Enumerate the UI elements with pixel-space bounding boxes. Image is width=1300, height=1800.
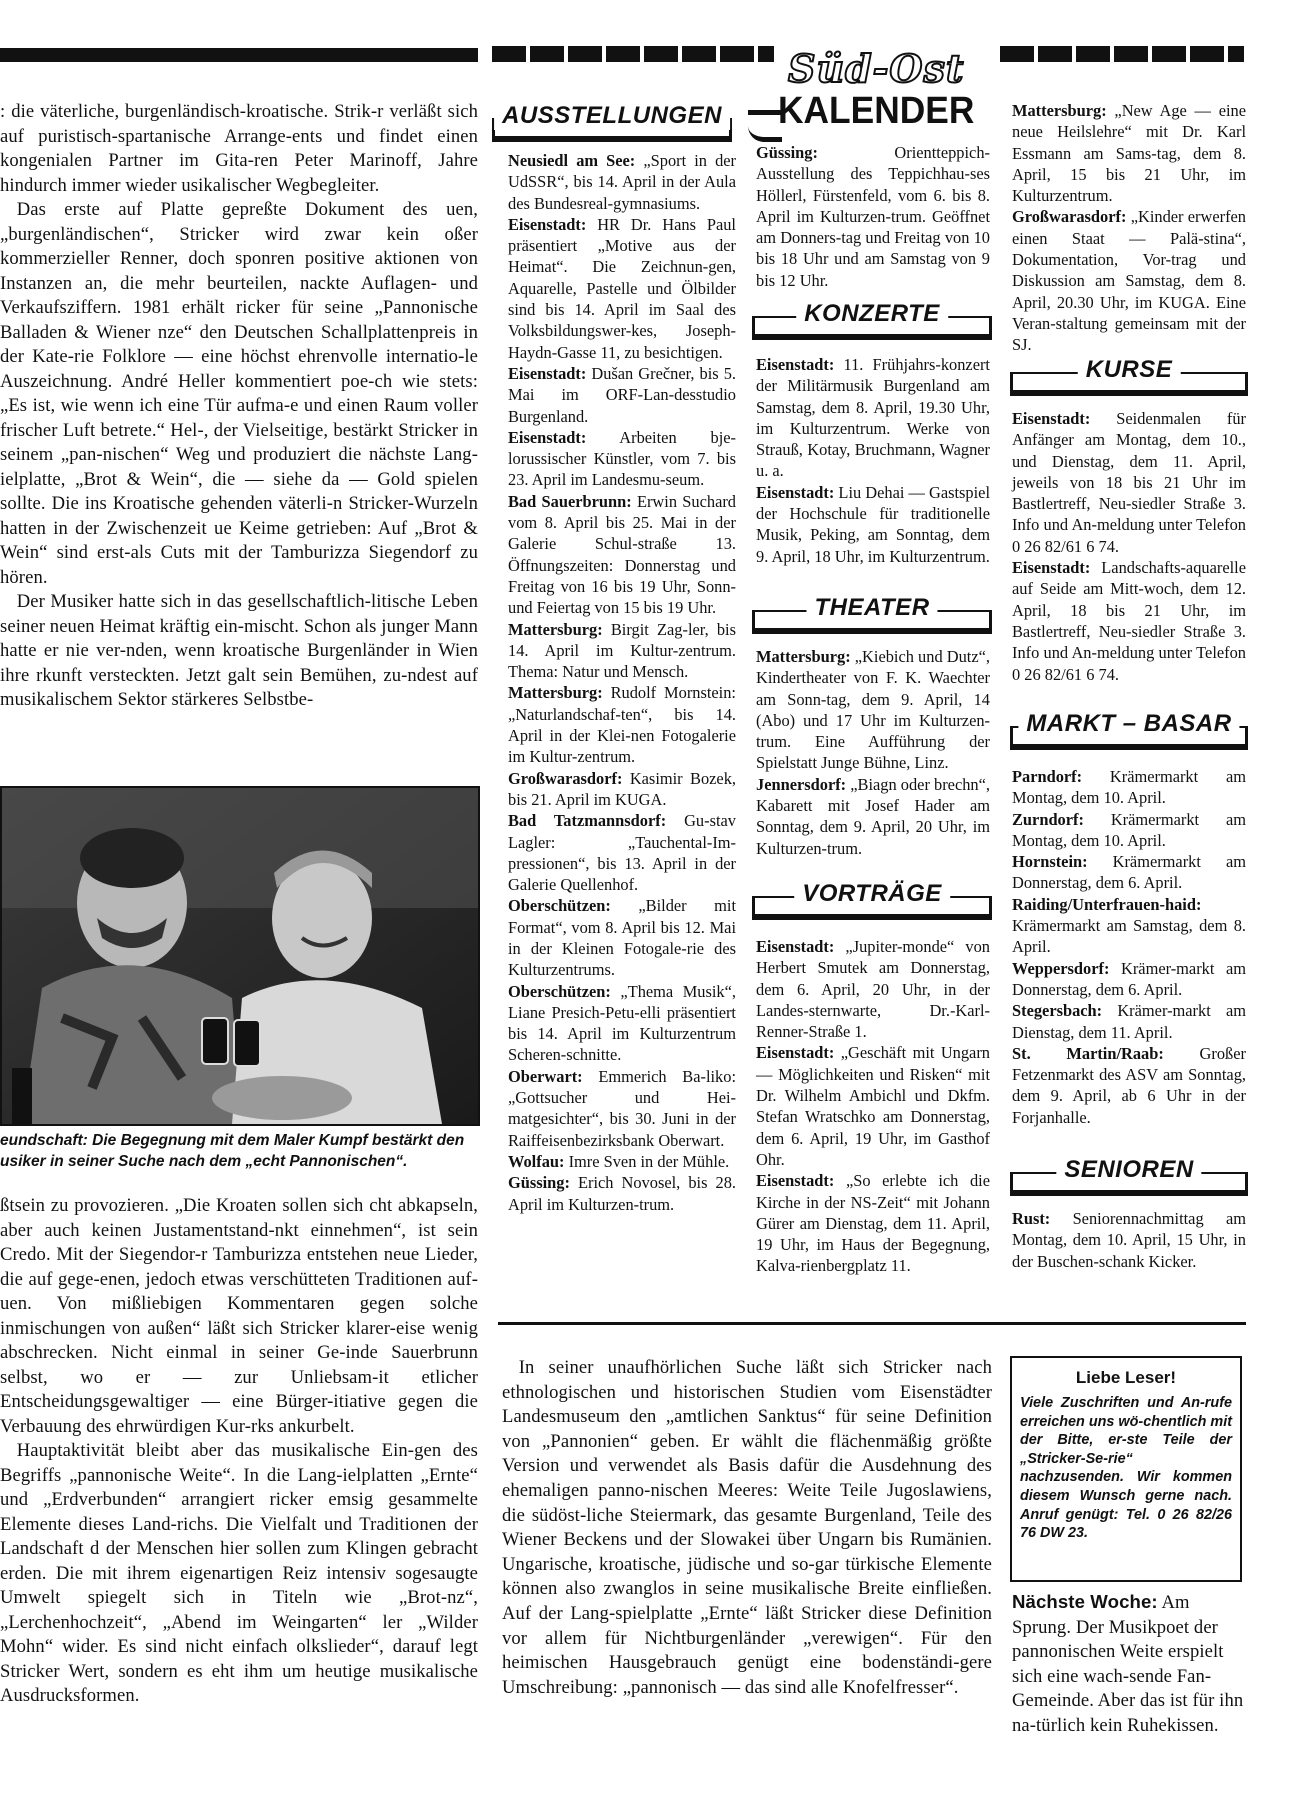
photo-illustration <box>2 788 478 1124</box>
logo-line2: KALENDER <box>778 90 975 132</box>
section-title: KONZERTE <box>796 300 948 328</box>
list-item: Eisenstadt: HR Dr. Hans Paul präsentiert „Motive aus der Heimat“. Die Zeichnun-gen, Aquarelle, Pastelle und Ölbilder sind bis 14. April im Saal des Volksbildungswer-kes, Joseph-Haydn-Gasse 11, zu besichtigen. <box>508 214 736 362</box>
list-item: Oberschützen: „Thema Musik“, Liane Presich-Petu-elli präsentiert bis 14. April im Kulturzentrum Scheren-schnitte. <box>508 981 736 1065</box>
list-item: Oberwart: Emmerich Ba-liko: „Gottsucher und Hei-matgesichter“, bis 30. Juni in der Raiffeisenbezirksbank Oberwart. <box>508 1066 736 1150</box>
list-item: Eisenstadt: „Jupiter-monde“ von Herbert Smutek am Donnerstag, dem 6. April, 20 Uhr, in der Landes-sternwarte, Dr.-Karl-Renner-Straße 1. <box>756 937 990 1042</box>
reader-notice-title: Liebe Leser! <box>1075 1368 1177 1387</box>
list-item: Stegersbach: Krämer-markt am Dienstag, dem 11. April. <box>1012 1001 1246 1042</box>
senioren-list <box>1012 1208 1246 1272</box>
right-top-list <box>1012 100 1246 356</box>
list-item: Eisenstadt: 11. Frühjahrs-konzert der Militärmusik Burgenland am Samstag, dem 8. April, 19.30 Uhr, im Kulturzentrum. Werke von Strauß, Kotay, Bruchmann, Wagner u. a. <box>756 355 990 481</box>
list-item: Großwarasdorf: Kasimir Bozek, bis 21. April im KUGA. <box>508 768 736 809</box>
list-item: Rust: Seniorennachmittag am Montag, dem 10. April, 15 Uhr, in der Buschen-schank Kicker. <box>1012 1209 1246 1271</box>
section-header-markt-basar <box>1010 708 1248 750</box>
section-title: SENIOREN <box>1056 1156 1201 1184</box>
list-item: Oberschützen: „Bilder mit Format“, vom 8. April bis 12. Mai in der Kleinen Fotogale-rie des Kulturzentrums. <box>508 896 736 980</box>
reader-notice-box <box>1010 1356 1242 1582</box>
section-title: THEATER <box>806 594 937 622</box>
article-paragraph: : die väterliche, burgenländisch-kroatische. Strik-r verläßt sich auf puristisch-spartanische Arrange-ents und findet einen kongenialen Partner im Gita-ren Peter Marinoff, Jahre hindurch immer wieder usikalischer Wegbegleiter. <box>0 101 478 196</box>
section-header-theater <box>752 592 992 634</box>
photo-caption: eundschaft: Die Begegnung mit dem Maler Kumpf bestärkt den usiker in seiner Suche nach dem „echt Pannonischen“. <box>0 1132 465 1170</box>
guessing-entry <box>756 142 990 291</box>
section-title: VORTRÄGE <box>794 880 950 908</box>
list-item: Eisenstadt: Dušan Grečner, bis 5. Mai im ORF-Lan-desstudio Burgenland. <box>508 363 736 426</box>
list-item: Hornstein: Krämermarkt am Donnerstag, dem 6. April. <box>1012 852 1246 893</box>
suedost-kalender-logo <box>748 46 1002 136</box>
section-header-senioren <box>1010 1154 1248 1196</box>
section-title: KURSE <box>1078 356 1181 384</box>
list-item: Neusiedl am See: „Sport in der UdSSR“, bis 14. April in der Aula des Bundesreal-gymnasiums. <box>508 151 737 213</box>
section-title: MARKT – BASAR <box>1018 710 1239 738</box>
list-item: Eisenstadt: „So erlebte ich die Kirche in der NS-Zeit“ mit Johann Gürer am Dienstag, dem 11. April, 19 Uhr, im Haus der Begegnung, Kalva-rienbergplatz 11. <box>756 1171 990 1276</box>
konzerte-list <box>756 354 990 567</box>
article-paragraph: ßtsein zu provozieren. „Die Kroaten sollen sich cht abkapseln, aber auch keinen Justamentstand-nkt einnehmen“, ist sein Credo. Mit der Siegendor-r Tamburizza entstehen neue Lieder, die auf gege-enen, jedoch etwas verschütteten Traditionen auf-uen. Von mißliebigen Kommentaren gegen solche inmischungen von außen“ läßt sich Stricker klarer-eise wenig abschrecken. Nicht einmal in seiner Ge-inde Sauerbrunn selbst, wo er — zur Unliebsam-it etlicher Entscheidungsgewaltiger — eine Bürger-itiative gegen die Verbauung des ehrwürdigen Kur-rks ankurbelt. <box>0 1195 478 1437</box>
list-item: Bad Sauerbrunn: Erwin Suchard vom 8. April bis 25. Mai in der Galerie Schul-straße 13. Öffnungszeiten: Donnerstag und Freitag von 16 bis 19 Uhr, Sonn- und Feiertag von 15 bis 19 Uhr. <box>508 491 736 618</box>
article-left-top <box>0 100 478 713</box>
list-item: Mattersburg: „Kiebich und Dutz“, Kindertheater von F. K. Waechter am Sonn-tag, dem 9. April, 14 (Abo) und 17 Uhr im Kulturzen-trum. Eine Aufführung der Spielstatt Junge Bühne, Linz. <box>756 647 990 773</box>
vortraege-list <box>756 936 990 1277</box>
markt-list <box>1012 766 1246 1128</box>
article-paragraph: In seiner unaufhörlichen Suche läßt sich Stricker nach ethnologischen und historischen Studien vom Eisenstädter Landesmuseum den „amtlichen Sanktus“ für seine Definition von „Pannonien“ geben. Er wählt die flächenmäßig größte Version und verwendet als Basis dafür die Ausdehnung des ehemaligen panno-nischen Meeres: Weite Teile Jugoslawiens, die südöst-liche Steiermark, das gesamte Burgenland, Teile des Wiener Beckens und der Slowakei über Ungarn bis Rumänien. Ungarische, kroatische, jüdische und so-gar türkische Elemente können also zwanglos in seine musikalische Breite einfließen. Auf der Lang-spielplatte „Ernte“ läßt Stricker diese Definition vor allem für Nichtburgenländer „verewigen“. Für den heimischen Hausgebrauch genügt eine bodenständi-gere Umschreibung: „pannonisch — das sind alle Knofelfresser“. <box>502 1357 992 1698</box>
article-paragraph: Das erste auf Platte gepreßte Dokument des uen, „burgenländischen“, Stricker wird zwar kein oßer kommerzieller Renner, doch sponren positive aktionen von Instanzen an, die mehr beurteilen, nackte Auflagen- und Verkaufsziffern. 1981 erhält ricker für seine „Pannonische Balladen & Wiener nze“ den Deutschen Schallplattenpreis in der Kate-rie Folklore — eine höchst ehrenvolle internatio-le Auszeichnung. André Heller kommentiert poe-ch wie stets: „Es ist, wie wenn ich eine Tür aufma-e und einen Raum voller frischer Luft betrete.“ Hel-, der Vielseitige, bestärkt Stricker in seinem „pan-nischen“ Weg und produziert die nächste Lang-ielplatte, „Brot & Wein“, die — siehe da — Gold spielen sollte. Die ins Kroatische gehenden väterli-n Stricker-Wurzeln hatten in der Zwischenzeit ue Keime getrieben: Auf „Brot & Wein“ sind erst-als Cuts mit der Tamburizza Siegendorf zu hören. <box>0 199 478 588</box>
next-week-text: Am Sprung. Der Musikpoet der pannonischen Weite erspielt sich eine wach-sende Fan-Gemeinde. Aber das ist für ihn na-türlich kein Ruhekissen. <box>1012 1592 1244 1736</box>
section-header-vortraege <box>752 878 992 920</box>
logo-line1: Süd-Ost <box>788 46 965 91</box>
article-paragraph: Hauptaktivität bleibt aber das musikalische Ein-gen des Begriffs „pannonische Weite“. In die Lang-ielplatten „Ernte“ und „Erdverbunden“ arrangiert ricker emsig gesammelte Elemente dieses Land-richs. Die Vielfalt und Traditionen der Landschaft d der Menschen hier sollen zum Klingen gebracht erden. Die mit ihrem eigenartigen Reiz intensiv sogesaugte Umwelt spiegelt sich in Titeln wie „Brot-nz“, „Lerchenhochzeit“, „Abend im Weingarten“ ler „Wilder Mohn“ wider. Es sind nicht einfach olkslieder“, darauf legt Stricker Wert, sondern es eht ihm um heutige musikalische Ausdrucksformen. <box>0 1440 478 1706</box>
list-item: St. Martin/Raab: Großer Fetzenmarkt des ASV am Sonntag, dem 9. April, ab 6 Uhr in der Forjanhalle. <box>1012 1043 1246 1127</box>
list-item: Weppersdorf: Krämer-markt am Donnerstag, dem 6. April. <box>1012 958 1246 999</box>
theater-list <box>756 646 990 859</box>
list-item: Güssing: Erich Novosel, bis 28. April im Kulturzen-trum. <box>508 1173 736 1214</box>
kurse-list <box>1012 408 1246 685</box>
article-left-bottom <box>0 1194 478 1709</box>
list-item: Wolfau: Imre Sven in der Mühle. <box>508 1151 730 1171</box>
list-item: Eisenstadt: Seidenmalen für Anfänger am Montag, dem 10., und Dienstag, dem 11. April, jeweils von 18 bis 21 Uhr im Bastlertreff, Neu-siedler Straße 3. Info und An-meldung unter Telefon 0 26 82/61 6 74. <box>1012 409 1246 556</box>
top-bar-left <box>0 48 478 62</box>
section-header-kurse <box>1010 354 1248 396</box>
list-item: Eisenstadt: Landschafts-aquarelle auf Seide am Mitt-woch, dem 12. April, 18 bis 21 Uhr, im Bastlertreff, Neu-siedler Straße 3. Info und An-meldung unter Telefon 0 26 82/61 6 74. <box>1012 558 1246 684</box>
list-item: Mattersburg: Rudolf Mornstein: „Naturlandschaf-ten“, bis 14. April in der Klei-nen Fotogalerie im Kultur-zentrum. <box>508 683 736 767</box>
horizontal-divider <box>498 1322 1246 1325</box>
list-item: Eisenstadt: Arbeiten bje-lorussischer Künstler, vom 7. bis 23. April im Landesmu-seum. <box>508 427 736 490</box>
list-item: Parndorf: Krämermarkt am Montag, dem 10. April. <box>1012 767 1246 808</box>
top-bar-middle <box>492 46 774 62</box>
list-item: Großwarasdorf: „Kinder erwerfen einen Staat — Palä-stina“, Dokumentation, Vor-trag und Diskussion am Samstag, dem 8. April, 20.30 Uhr, im KUGA. Eine Veran-staltung gemeinsam mit der SJ. <box>1012 207 1246 355</box>
list-item: Mattersburg: Birgit Zag-ler, bis 14. April im Kultur-zentrum. Thema: Natur und Mensch. <box>508 619 736 682</box>
next-week-teaser <box>1012 1590 1246 1739</box>
list-item: Güssing: Orientteppich-Ausstellung des Teppichhau-ses Höllerl, Fürstenfeld, vom 6. bis 8. April im Kulturzen-trum. Geöffnet am Donners-tag und Freitag von 10 bis 18 Uhr und am Samstag von 9 bis 12 Uhr. <box>756 143 990 290</box>
article-bottom <box>502 1356 992 1700</box>
section-title: AUSSTELLUNGEN <box>494 102 730 130</box>
section-header-konzerte <box>752 298 992 340</box>
list-item: Bad Tatzmannsdorf: Gu-stav Lagler: „Tauchental-Im-pressionen“, bis 13. April in der Galerie Quellenhof. <box>508 811 736 895</box>
section-header-ausstellungen <box>492 100 732 142</box>
next-week-label: Nächste Woche: <box>1012 1591 1158 1612</box>
list-item: Jennersdorf: „Biagn oder brechn“, Kabarett mit Josef Hader am Sonntag, dem 9. April, 20 Uhr, im Kulturzen-trum. <box>756 774 990 858</box>
reader-notice-body: Viele Zuschriften und An-rufe erreichen uns wö-chentlich mit der Bitte, er-ste Teile der „Stricker-Se-rie“ nachzusenden. Wir kommen diesem Wunsch gerne nach. Anruf genügt: Tel. 0 26 82/26 76 DW 23. <box>1020 1395 1232 1542</box>
list-item: Mattersburg: „New Age — eine neue Heilslehre“ mit Dr. Karl Essmann am Sams-tag, dem 8. April, 15 bis 21 Uhr, im Kulturzentrum. <box>1012 101 1246 206</box>
list-item: Eisenstadt: Liu Dehai — Gastspiel der Hochschule für traditionelle Musik, Peking, am Sonntag, dem 9. April, 18 Uhr, im Kulturzentrum. <box>756 482 991 566</box>
top-bar-right <box>1000 46 1244 62</box>
article-paragraph: Der Musiker hatte sich in das gesellschaftlich-litische Leben seiner neuen Heimat kräftig ein-mischt. Schon als junger Mann hatte er nie ver-nden, wenn kroatische Burgenländer in Wien ihre rkunft versteckten. Jetzt galt sein Bemühen, zu-ndest auf musikalischem Sektor stärkeres Selbstbe- <box>0 591 478 710</box>
ausstellungen-list <box>508 150 736 1215</box>
list-item: Eisenstadt: „Geschäft mit Ungarn — Möglichkeiten und Risken“ mit Dr. Wilhelm Ambichl und Dkfm. Stefan Wratschko am Donnerstag, dem 6. April, 19 Uhr, im Gasthof Ohr. <box>756 1043 990 1169</box>
list-item: Raiding/Unterfrauen-haid: Krämermarkt am Samstag, dem 8. April. <box>1012 894 1246 957</box>
list-item: Zurndorf: Krämermarkt am Montag, dem 10. April. <box>1012 809 1246 850</box>
photo-stricker-kumpf <box>0 786 480 1126</box>
